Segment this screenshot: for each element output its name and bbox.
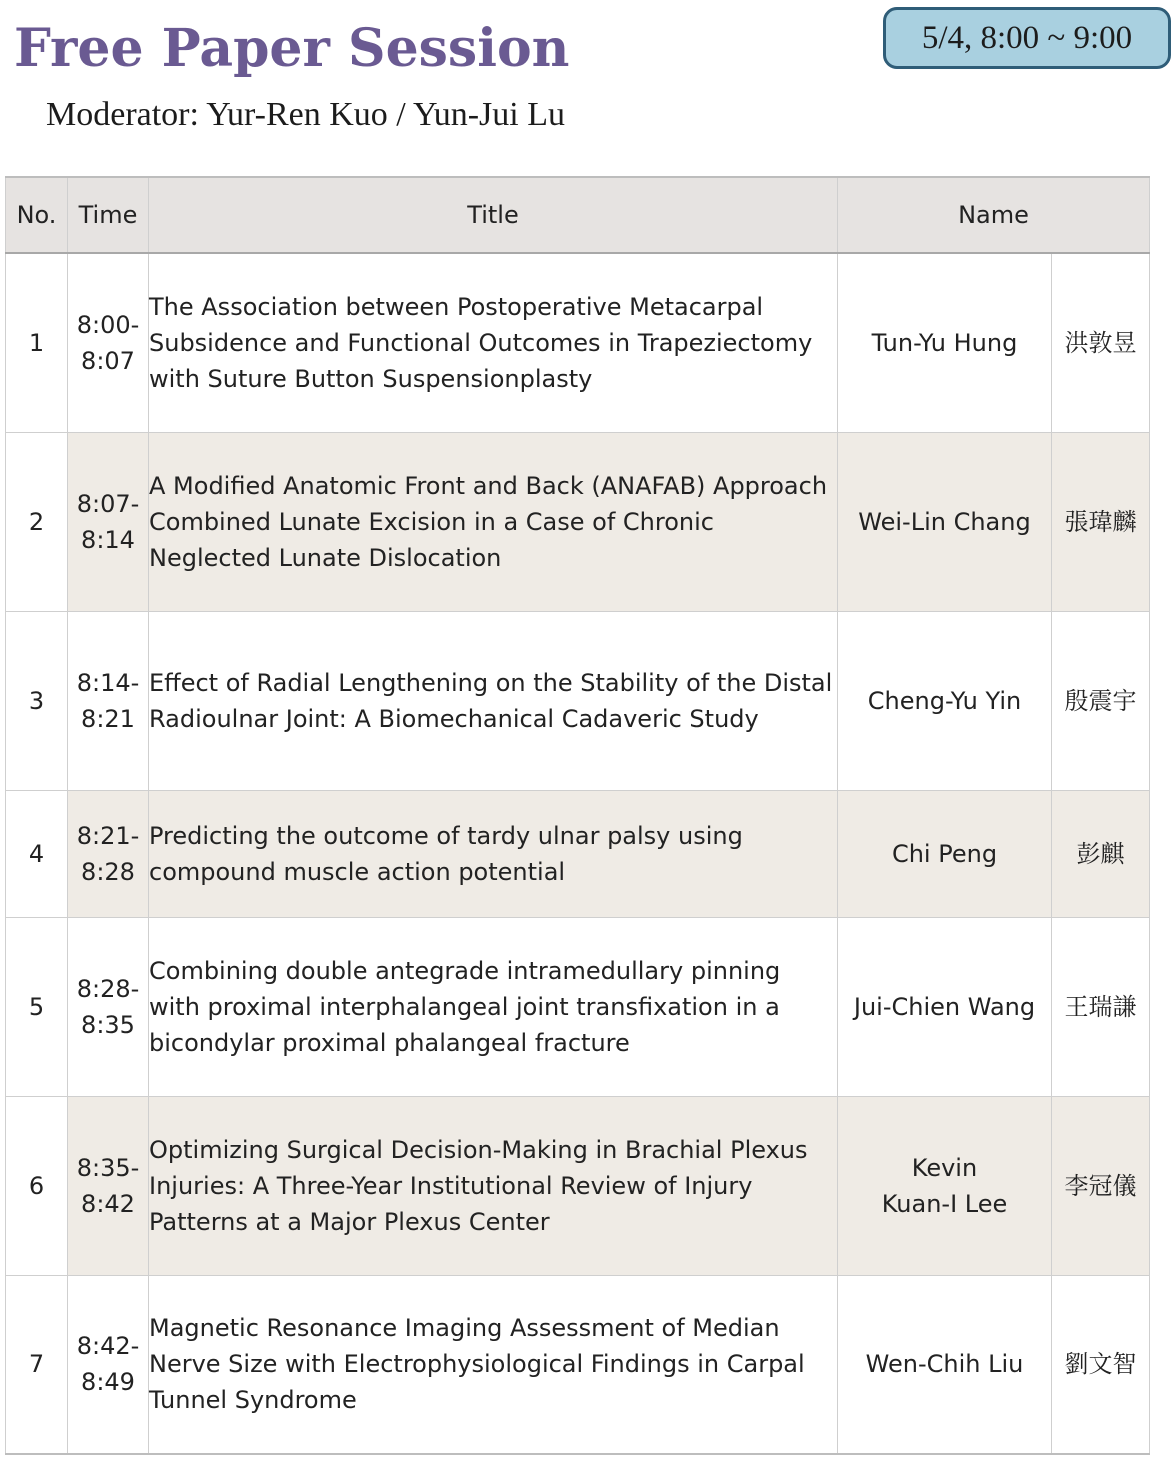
table-row	[6, 1096, 1150, 1275]
page-title: Free Paper Session	[14, 18, 570, 79]
time-start: 8:00-	[76, 310, 140, 339]
table-row	[6, 611, 1150, 790]
presenter-name	[838, 611, 1052, 790]
row-title: Magnetic Resonance Imaging Assessment of Median Nerve Size with Electrophysiological Findings in Carpal Tunnel Syndrome	[149, 1275, 838, 1454]
column-header-time: Time	[68, 177, 149, 253]
presenter-name	[838, 253, 1052, 432]
time-end: 8:49	[81, 1368, 135, 1397]
time-start: 8:14-	[76, 668, 140, 697]
row-number: 2	[6, 432, 68, 611]
row-time	[68, 611, 149, 790]
presenter-name-chinese: 洪敦昱	[1052, 253, 1150, 432]
presenter-name	[838, 432, 1052, 611]
column-header-no: No.	[6, 177, 68, 253]
time-end: 8:42	[81, 1189, 135, 1218]
row-title: Optimizing Surgical Decision-Making in Brachial Plexus Injuries: A Three-Year Institutional Review of Injury Patterns at a Major Plexus Center	[149, 1096, 838, 1275]
presenter-name	[838, 790, 1052, 917]
row-title: A Modified Anatomic Front and Back (ANAFAB) Approach Combined Lunate Excision in a Case of Chronic Neglected Lunate Dislocation	[149, 432, 838, 611]
row-title: Combining double antegrade intramedullary pinning with proximal interphalangeal joint transfixation in a bicondylar proximal phalangeal fracture	[149, 917, 838, 1096]
time-end: 8:21	[81, 704, 135, 733]
presenter-name-line1: Jui-Chien Wang	[853, 992, 1036, 1021]
table-row	[6, 253, 1150, 432]
moderator-line: Moderator: Yur-Ren Kuo / Yun-Jui Lu	[46, 96, 565, 133]
time-start: 8:42-	[76, 1332, 140, 1361]
time-start: 8:35-	[76, 1153, 140, 1182]
row-number: 6	[6, 1096, 68, 1275]
presenter-name	[838, 1275, 1052, 1454]
row-number: 5	[6, 917, 68, 1096]
row-number: 7	[6, 1275, 68, 1454]
presenter-name-line1: Cheng-Yu Yin	[867, 686, 1022, 715]
row-time	[68, 790, 149, 917]
presenter-name-line1: Wei-Lin Chang	[858, 507, 1031, 536]
time-start: 8:21-	[76, 821, 140, 850]
row-time	[68, 1275, 149, 1454]
row-number: 3	[6, 611, 68, 790]
row-title: The Association between Postoperative Metacarpal Subsidence and Functional Outcomes in Trapeziectomy with Suture Button Suspensionplasty	[149, 253, 838, 432]
presenter-name	[838, 1096, 1052, 1275]
time-end: 8:14	[81, 525, 135, 554]
row-time	[68, 253, 149, 432]
row-number: 4	[6, 790, 68, 917]
column-header-title: Title	[149, 177, 838, 253]
schedule-table	[5, 176, 1150, 1455]
row-title: Effect of Radial Lengthening on the Stability of the Distal Radioulnar Joint: A Biomechanical Cadaveric Study	[149, 611, 838, 790]
session-time-badge: 5/4, 8:00 ~ 9:00	[883, 7, 1171, 69]
time-start: 8:07-	[76, 489, 140, 518]
row-time	[68, 917, 149, 1096]
column-header-name: Name	[838, 177, 1150, 253]
time-end: 8:07	[81, 346, 135, 375]
presenter-name-chinese: 劉文智	[1052, 1275, 1150, 1454]
presenter-name-chinese: 張瑋麟	[1052, 432, 1150, 611]
row-number: 1	[6, 253, 68, 432]
table-row	[6, 1275, 1150, 1454]
presenter-name-line2: Kuan-I Lee	[881, 1189, 1008, 1218]
row-time	[68, 1096, 149, 1275]
presenter-name-line1: Wen-Chih Liu	[865, 1350, 1024, 1379]
presenter-name-line1: Tun-Yu Hung	[871, 328, 1018, 357]
table-row	[6, 790, 1150, 917]
presenter-name-chinese: 殷震宇	[1052, 611, 1150, 790]
presenter-name-chinese: 王瑞謙	[1052, 917, 1150, 1096]
table-header-row	[6, 177, 1150, 253]
presenter-name-line1: Kevin	[911, 1153, 978, 1182]
presenter-name-line1: Chi Peng	[891, 839, 998, 868]
time-start: 8:28-	[76, 974, 140, 1003]
presenter-name	[838, 917, 1052, 1096]
time-end: 8:35	[81, 1010, 135, 1039]
time-end: 8:28	[81, 857, 135, 886]
row-time	[68, 432, 149, 611]
presenter-name-chinese: 彭麒	[1052, 790, 1150, 917]
presenter-name-chinese: 李冠儀	[1052, 1096, 1150, 1275]
table-row	[6, 432, 1150, 611]
row-title: Predicting the outcome of tardy ulnar palsy using compound muscle action potential	[149, 790, 838, 917]
table-row	[6, 917, 1150, 1096]
